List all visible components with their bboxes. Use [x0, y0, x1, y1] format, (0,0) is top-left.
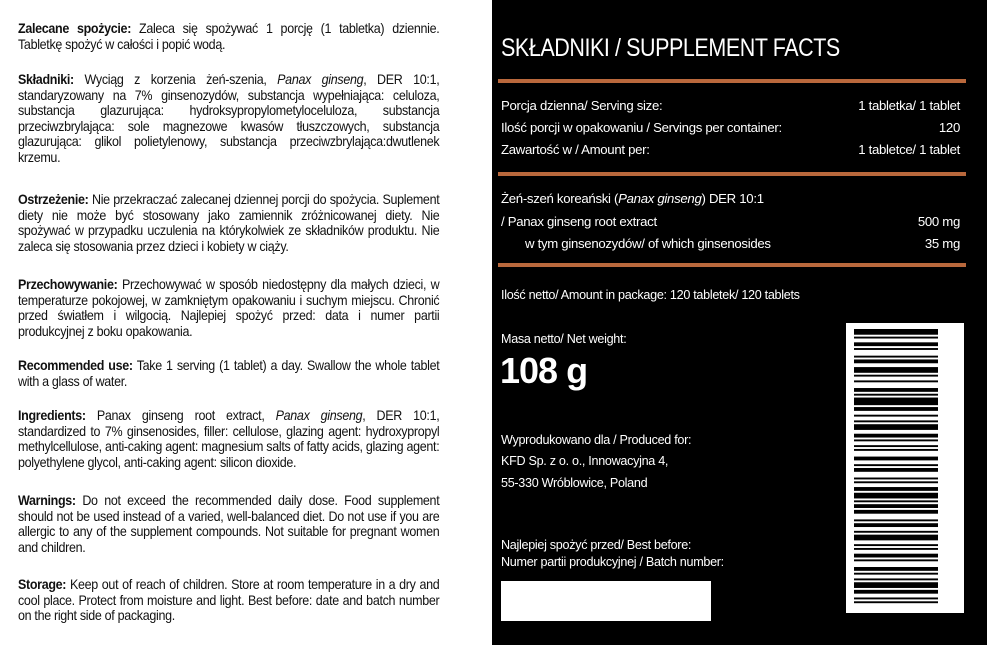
barcode-bar: [854, 548, 938, 550]
barcode-bar: [854, 535, 938, 541]
barcode-bar: [854, 573, 938, 575]
net-weight-label: Masa netto/ Net weight:: [501, 332, 627, 346]
barcode-bar: [854, 578, 938, 580]
barcode-bar: [854, 519, 938, 521]
barcode-bar: [854, 464, 938, 466]
ingredients-en: Ingredients: Panax ginseng root extract, Panax ginseng, DER 10:1, standardized to 7% ginsenosides, filler: cellulose, glazing agent: hydroxypropyl methylcellulose, anti-caking agent: magnesium salts of fatty acids, glazing agent: polyethylene glycol, anti-caking agent: silicon dioxide.: [18, 408, 440, 470]
barcode-bar: [854, 468, 938, 472]
barcode-bar: [854, 500, 938, 502]
produced-for-label: Wyprodukowano dla / Produced for:: [501, 433, 692, 447]
label-text-panel: [0, 0, 492, 645]
barcode-number: 5901947666975: [967, 399, 987, 613]
batch-number-box: [501, 581, 711, 621]
recommended-use-pl: Zalecane spożycie: Zaleca się spożywać 1 porcję (1 tabletka) dziennie. Tabletkę spożyć w całości i popić wodą.: [18, 21, 440, 52]
barcode-bar: [854, 597, 938, 599]
barcode-bar: [854, 420, 938, 422]
barcode-bar: [854, 559, 938, 561]
barcode-bar: [854, 375, 938, 377]
batch-number-label: Numer partii produkcyjnej / Batch number:: [501, 555, 724, 569]
barcode-bar: [854, 407, 938, 411]
storage-en: Storage: Keep out of reach of children. Store at room temperature in a dry and cool place. Protect from moisture and light. Best before: date and batch number on the right side of packaging.: [18, 577, 440, 624]
divider: [498, 172, 966, 176]
divider: [498, 79, 966, 83]
barcode: [846, 323, 987, 613]
barcode-bar: [854, 531, 938, 533]
barcode-bar: [854, 348, 938, 350]
divider: [498, 263, 966, 267]
storage-pl: Przechowywanie: Przechowywać w sposób niedostępny dla małych dzieci, w temperaturze pokojowej, w zamkniętym opakowaniu i suchym miejscu. Chronić przed światłem i wilgocią. Najlepiej spożyć przed: data i numer partii produkcyjnej z boku opakowania.: [18, 277, 440, 339]
barcode-bar: [854, 367, 938, 373]
barcode-bar: [854, 337, 938, 339]
barcode-bar: [854, 388, 938, 392]
barcode-bar: [854, 510, 938, 514]
barcode-bar: [854, 582, 938, 588]
barcode-bar: [854, 478, 938, 480]
barcode-bar: [854, 601, 938, 603]
net-weight-value: 108 g: [500, 350, 588, 391]
barcode-bar: [854, 394, 938, 396]
barcode-bar: [854, 523, 938, 527]
barcode-bar: [854, 415, 938, 417]
barcode-bar: [854, 424, 938, 430]
warning-pl: Ostrzeżenie: Nie przekraczać zalecanej dziennej porcji do spożycia. Suplement diety nie może być stosowany jako zamiennik zróżnicowanej diety. Nie spożywać w przypadku uczulenia na którykolwiek ze składników produktu. Nie zaleca się stosowania przez dzieci i kobiety w ciąży.: [18, 192, 440, 254]
barcode-bar: [854, 544, 938, 546]
barcode-bar: [854, 398, 938, 406]
address-line-2: 55-330 Wróblowice, Poland: [501, 476, 648, 490]
barcode-bar: [854, 493, 938, 499]
barcode-bar: [854, 356, 938, 358]
supplement-facts-title: SKŁADNIKI / SUPPLEMENT FACTS: [501, 34, 840, 62]
ingredients-pl: Składniki: Wyciąg z korzenia żeń-szenia, Panax ginseng, DER 10:1, standaryzowany na 7% ginsenozydów, substancja wypełniająca: celuloza, substancja glazurująca: hydroksypropylometyloceluloza, substancja przeciwzbrylająca: sole magnezowe kwasów tłuszczowych, substancja glazurująca: glikol polietylenowy, substancja przeciwzbrylająca:dwutlenek krzemu.: [18, 72, 440, 165]
barcode-bar: [854, 481, 938, 483]
barcode-bar: [854, 457, 938, 461]
barcode-bar: [854, 504, 938, 508]
net-amount: Ilość netto/ Amount in package: 120 tabletek/ 120 tablets: [501, 288, 800, 302]
barcode-bar: [854, 445, 938, 447]
recommended-use-en: Recommended use: Take 1 serving (1 tablet) a day. Swallow the whole tablet with a glass of water.: [18, 358, 440, 389]
warnings-en: Warnings: Do not exceed the recommended daily dose. Food supplement should not be used instead of a varied, well-balanced diet. Do not use if you are allergic to any of the supplement compounds. Not suitable for pregnant women and children.: [18, 493, 440, 555]
barcode-bar: [854, 359, 938, 363]
barcode-bar: [854, 487, 938, 491]
best-before-label: Najlepiej spożyć przed/ Best before:: [501, 538, 692, 552]
barcode-bar: [854, 329, 938, 335]
address-line-1: KFD Sp. z o. o., Innowacyjna 4,: [501, 454, 669, 468]
barcode-bar: [854, 342, 938, 346]
barcode-bar: [854, 434, 938, 438]
barcode-bar: [854, 590, 938, 594]
barcode-bar: [854, 380, 938, 382]
barcode-bar: [854, 554, 938, 558]
barcode-bar: [854, 567, 938, 571]
barcode-bar: [854, 439, 938, 441]
barcode-bars: [854, 329, 938, 607]
barcode-bar: [854, 449, 938, 451]
supplement-facts-panel: SKŁADNIKI / SUPPLEMENT FACTS Porcja dzienna/ Serving size: 1 tabletka/ 1 tablet Ilość porcji w opakowaniu / Servings per container: 120 Zawartość w / Amount per: 1 tabletce/ 1 tablet Żeń-szeń koreański (Panax ginseng) DER 10:1 / Panax ginseng root extract 500 mg w tym ginsenozydów/ of which ginsenosides 35 mg Ilość netto/ Amount in package: 120 tabletek/ 120 tablets Masa netto/ Net weight: 108 g Wyprodukowano dla / Produced for: KFD Sp. z o. o., Innowacyjna 4, 55-330 Wróblowice, Poland Najlepiej spożyć przed/ Best before: Numer partii produkcyjnej / Batch number: 5901947666975: [492, 0, 978, 645]
